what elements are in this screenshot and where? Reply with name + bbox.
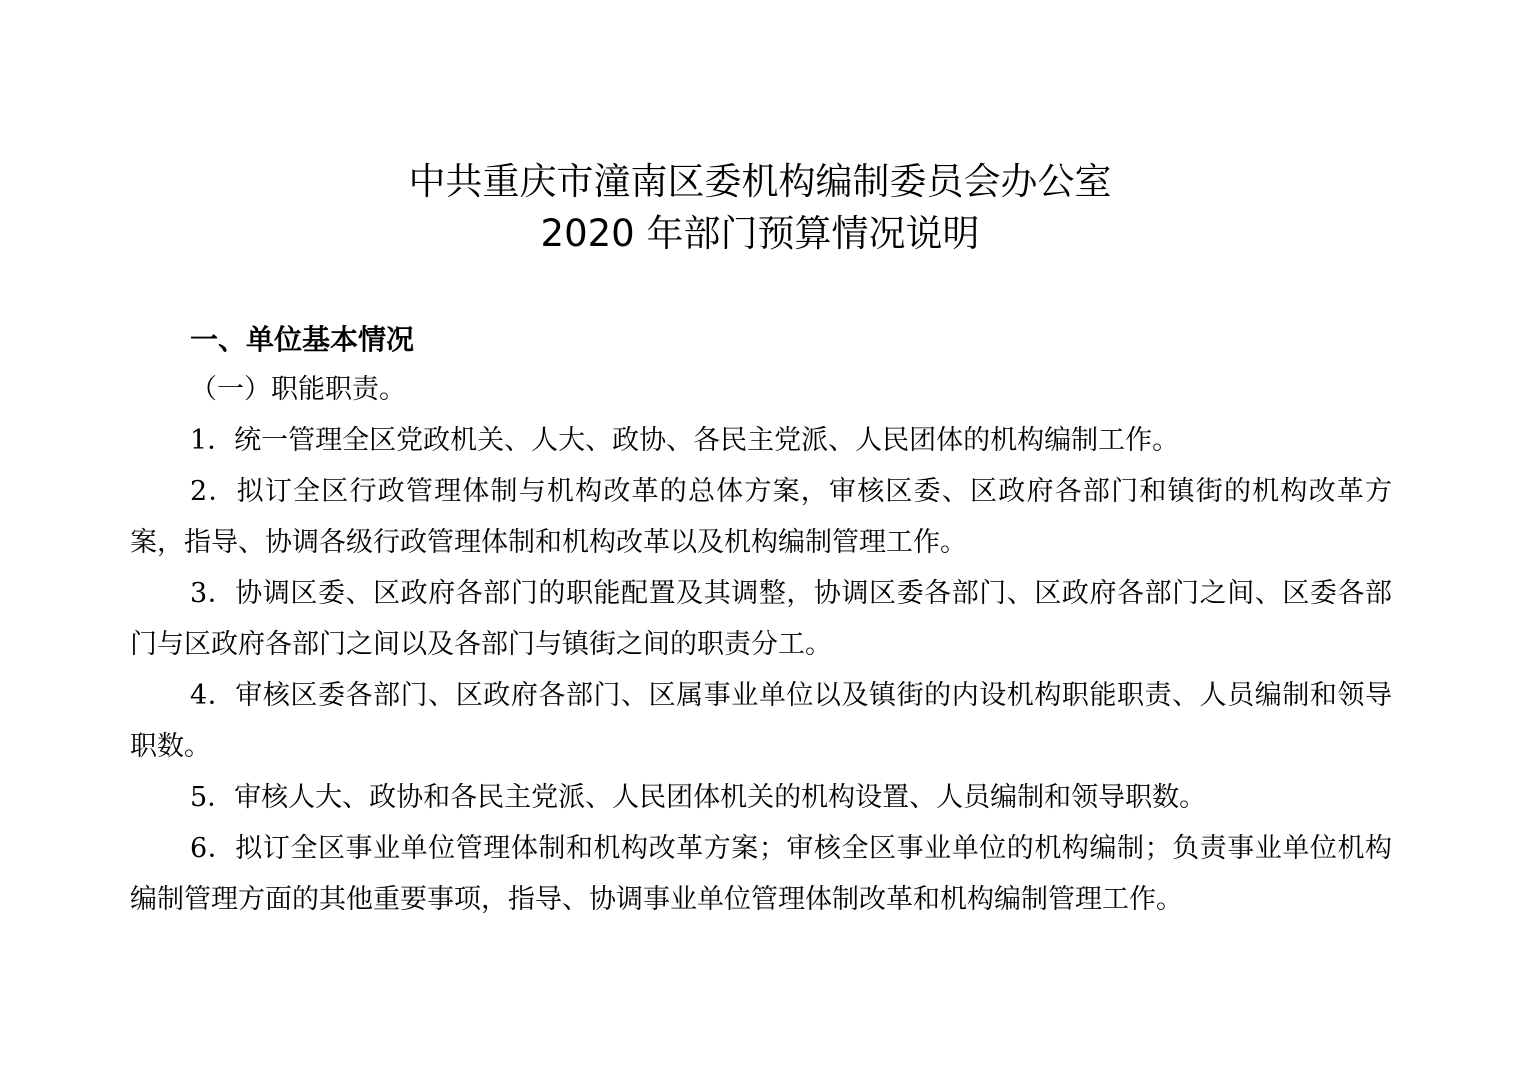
item-text: ．拟订全区事业单位管理体制和机构改革方案；审核全区事业单位的机构编制；负责事业单位机构编制管理方面的其他重要事项，指导、协调事业单位管理体制改革和机构编制管理工作。 [130, 833, 1392, 915]
list-item [130, 772, 1392, 823]
section-heading: 一、单位基本情况 [190, 323, 415, 356]
item-text: ．协调区委、区政府各部门的职能配置及其调整，协调区委各部门、区政府各部门之间、区委各部门与区政府各部门之间以及各部门与镇街之间的职责分工。 [130, 578, 1392, 660]
list-item [130, 568, 1392, 670]
item-number: 6 [190, 833, 208, 864]
item-number: 5 [190, 782, 208, 813]
list-item [130, 466, 1392, 568]
document-title [0, 156, 1520, 260]
list-item [130, 670, 1392, 772]
list-item [130, 415, 1392, 466]
item-text: ．拟订全区行政管理体制与机构改革的总体方案，审核区委、区政府各部门和镇街的机构改革方案，指导、协调各级行政管理体制和机构改革以及机构编制管理工作。 [130, 476, 1392, 558]
item-text: ．统一管理全区党政机关、人大、政协、各民主党派、人民团体的机构编制工作。 [207, 425, 1180, 456]
title-line-1: 中共重庆市潼南区委机构编制委员会办公室 [408, 160, 1112, 203]
item-number: 3 [190, 578, 208, 609]
item-number: 4 [190, 680, 208, 711]
item-number: 1 [190, 425, 208, 456]
item-number: 2 [190, 476, 208, 507]
item-text: ．审核人大、政协和各民主党派、人民团体机关的机构设置、人员编制和领导职数。 [207, 782, 1207, 813]
item-text: ．审核区委各部门、区政府各部门、区属事业单位以及镇街的内设机构职能职责、人员编制和领导职数。 [130, 680, 1392, 762]
document-body [130, 315, 1392, 925]
title-line-2: 2020 年部门预算情况说明 [540, 212, 980, 255]
list-item [130, 823, 1392, 925]
subsection-heading: （一）职能职责。 [190, 374, 406, 405]
